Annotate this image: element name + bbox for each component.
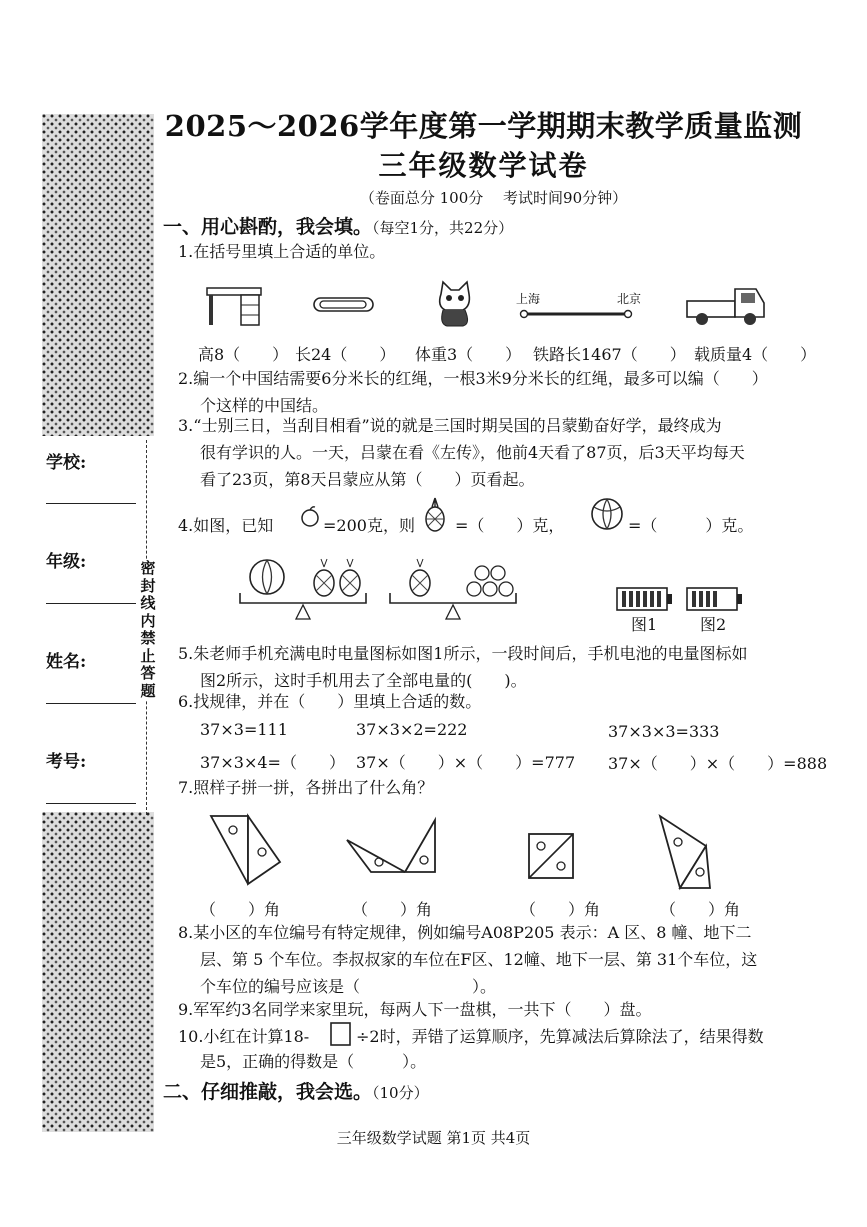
q10-suffix: ÷2时，弄错了运算顺序，先算减法后算除法了，结果得数 [356, 1027, 764, 1046]
q10-line2: 是5，正确的得数是（ ）。 [200, 1052, 427, 1071]
school-field[interactable] [46, 503, 136, 504]
q2-text [178, 365, 818, 419]
triangle-set-4-icon [656, 814, 716, 890]
section2-note: （10分） [372, 1084, 429, 1102]
q6-r2-c: 37×（ ）×（ ）=888 [608, 754, 828, 773]
q6-r2-b: 37×（ ）×（ ）=777 [356, 753, 576, 772]
triangle-set-3-icon [527, 832, 577, 882]
desk-icon [207, 288, 262, 328]
route-to-label: 北京 [617, 292, 642, 306]
cat-icon [433, 280, 475, 328]
q7-text: 7.照样子拼一拼，各拼出了什么角？ [178, 778, 434, 797]
grade-field[interactable] [46, 603, 136, 604]
battery-fig2-label: 图2 [700, 615, 727, 634]
q7-answer-1: （ ）角 [200, 900, 281, 919]
q8-line2: 层、第 5 个车位。李叔叔家的车位在F区、12幢、地下一层、第 31个车位，这 [200, 950, 758, 969]
q5-line2: 图2所示，这时手机用去了全部电量的( )。 [200, 671, 527, 690]
paperclip-icon [313, 297, 375, 313]
q6-text: 6.找规律，并在（ ）里填上合适的数。 [178, 692, 482, 711]
triangle-set-2-icon [345, 818, 437, 880]
watermelon-icon [590, 497, 624, 531]
battery-full-icon [616, 587, 674, 613]
section1-title [163, 212, 513, 239]
exam-no-field[interactable] [46, 803, 136, 804]
q1-item-height: 高8（ ） [198, 345, 289, 364]
q7-answer-2: （ ）角 [352, 900, 433, 919]
scale-1-icon [240, 555, 370, 630]
q4-part3: =（ ）克。 [628, 516, 754, 535]
route-from-label: 上海 [516, 292, 541, 306]
exam-meta: （卷面总分 100分 考试时间90分钟） [359, 189, 628, 207]
sidebar-pattern-bottom [42, 812, 154, 1132]
truck-icon [686, 283, 768, 327]
triangle-set-1-icon [208, 812, 283, 890]
q10-box-icon [330, 1022, 352, 1046]
q5-text [178, 640, 818, 694]
q8-line3: 个车位的编号应该是（ ）。 [200, 977, 497, 996]
scale-2-icon [390, 555, 520, 630]
exam-no-label: 考号: [46, 752, 87, 772]
q9-text: 9.军军约3名同学来家里玩，每两人下一盘棋，一共下（ ）盘。 [178, 1000, 652, 1019]
section1-heading: 一、用心斟酌，我会填。 [163, 216, 373, 238]
q6-r1-b: 37×3×2=222 [356, 720, 468, 739]
q3-line2: 很有学识的人。一天，吕蒙在看《左传》，他前4天看了87页，后3天平均每天 [200, 443, 745, 462]
q4-part2: =（ ）克， [455, 516, 565, 535]
q7-answer-3: （ ）角 [520, 900, 601, 919]
section2-title [163, 1077, 429, 1104]
pineapple-icon [423, 498, 447, 532]
q6-r1-c: 37×3×3=333 [608, 722, 720, 741]
school-label: 学校: [46, 453, 87, 473]
q2-line1: 2.编一个中国结需要6分米长的红绳，一根3米9分米长的红绳，最多可以编（ ） [178, 369, 768, 388]
q1-item-length: 长24（ ） [295, 345, 396, 364]
q3-line1: 3.“士别三日，当刮目相看”说的就是三国时期吴国的吕蒙勤奋好学，最终成为 [178, 416, 722, 435]
page-subtitle: 三年级数学试卷 [378, 149, 589, 182]
battery-partial-icon [686, 587, 744, 613]
q8-line1: 8.某小区的车位编号有特定规律，例如编号A08P205 表示：A 区、8 幢、地下二 [178, 923, 752, 942]
q10-prefix: 10.小红在计算18- [178, 1027, 310, 1046]
name-field[interactable] [46, 703, 136, 704]
q1-item-weight: 体重3（ ） [415, 345, 522, 364]
page-title: 2025～2026学年度第一学期期末教学质量监测 [164, 109, 803, 143]
q8-text [178, 919, 818, 1000]
battery-fig1-label: 图1 [631, 615, 658, 634]
seal-text: 密封线内禁止答题 [140, 559, 156, 700]
apple-icon [299, 505, 321, 527]
q3-text [178, 412, 818, 493]
section2-heading: 二、仔细推敲，我会选。 [163, 1081, 373, 1103]
name-label: 姓名: [46, 652, 87, 672]
q1-text: 1.在括号里填上合适的单位。 [178, 242, 386, 261]
q6-r2-a: 37×3×4=（ ） [200, 753, 345, 772]
grade-label: 年级: [46, 552, 87, 572]
q1-item-load: 载质量4（ ） [694, 345, 817, 364]
railway-icon [520, 308, 632, 320]
q6-r1-a: 37×3=111 [200, 720, 288, 739]
page-footer: 三年级数学试题 第1页 共4页 [336, 1129, 531, 1147]
q5-line1: 5.朱老师手机充满电时电量图标如图1所示，一段时间后，手机电池的电量图标如 [178, 644, 748, 663]
q4-part1: =200克，则 [323, 516, 415, 535]
q4-prefix: 4.如图，已知 [178, 516, 274, 535]
q7-answer-4: （ ）角 [660, 900, 741, 919]
q2-line2: 个这样的中国结。 [200, 396, 329, 415]
q3-line3: 看了23页，第8天吕蒙应从第（ ）页看起。 [200, 470, 535, 489]
section1-note: （每空1分，共22分） [372, 219, 514, 237]
q1-item-railway: 铁路长1467（ ） [533, 345, 686, 364]
